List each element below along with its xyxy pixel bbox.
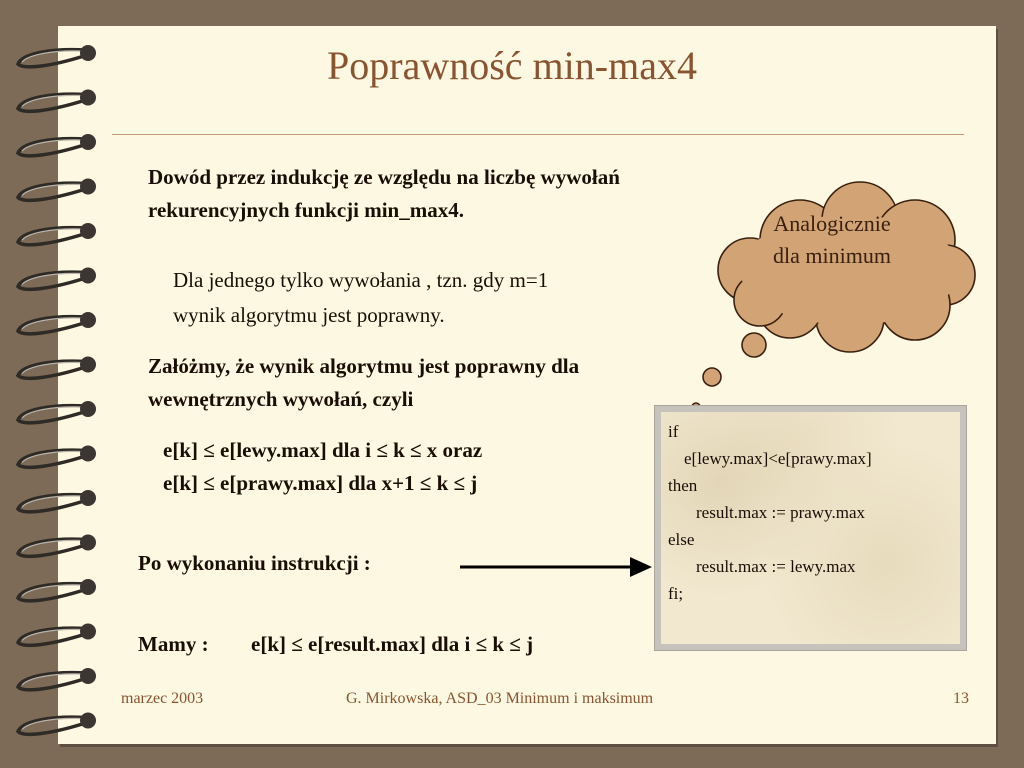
base-case-line-2: wynik algorytmu jest poprawny. bbox=[173, 303, 445, 327]
intro-text-line-1: Dowód przez indukcję ze względu na liczbę wywołań bbox=[148, 165, 620, 189]
condition-line-1: e[k] ≤ e[lewy.max] dla i ≤ k ≤ x oraz bbox=[163, 438, 483, 462]
spiral-hole bbox=[80, 713, 96, 729]
slide-title: Poprawność min-max4 bbox=[327, 43, 697, 88]
code-line: result.max := prawy.max bbox=[696, 503, 865, 522]
base-case-line-1: Dla jednego tylko wywołania , tzn. gdy m=1 bbox=[173, 268, 549, 292]
spiral-binding bbox=[0, 0, 110, 768]
assumption-line-2: wewnętrznych wywołań, czyli bbox=[148, 387, 414, 411]
code-line: if bbox=[668, 422, 679, 441]
spiral-hole bbox=[80, 134, 96, 150]
assumption-line-1: Załóżmy, że wynik algorytmu jest poprawny dla bbox=[148, 354, 580, 378]
spiral-hole bbox=[80, 668, 96, 684]
code-line: then bbox=[668, 476, 698, 495]
thought-bubble-text bbox=[752, 208, 912, 272]
spiral-hole bbox=[80, 401, 96, 417]
spiral-hole bbox=[80, 446, 96, 462]
spiral-hole bbox=[80, 312, 96, 328]
spiral-hole bbox=[80, 579, 96, 595]
spiral-hole bbox=[80, 535, 96, 551]
spiral-hole bbox=[80, 357, 96, 373]
condition-line-2: e[k] ≤ e[prawy.max] dla x+1 ≤ k ≤ j bbox=[163, 471, 478, 495]
code-line: result.max := lewy.max bbox=[696, 557, 856, 576]
conclusion-label: Mamy : bbox=[138, 632, 209, 656]
arrow-right-icon bbox=[460, 555, 655, 581]
spiral-hole bbox=[80, 223, 96, 239]
thought-bubble-line-2: dla minimum bbox=[773, 243, 891, 268]
footer-center: G. Mirkowska, ASD_03 Minimum i maksimum bbox=[346, 690, 654, 707]
code-line: else bbox=[668, 530, 695, 549]
title-divider bbox=[112, 134, 964, 135]
thought-bubble-line-1: Analogicznie bbox=[773, 211, 891, 236]
spiral-hole bbox=[80, 490, 96, 506]
code-box bbox=[655, 406, 966, 650]
spiral-hole bbox=[80, 268, 96, 284]
spiral-hole bbox=[80, 90, 96, 106]
code-line: fi; bbox=[668, 584, 684, 603]
code-line: e[lewy.max]<e[prawy.max] bbox=[684, 449, 872, 468]
spiral-hole bbox=[80, 624, 96, 640]
footer-page-number: 13 bbox=[953, 690, 969, 707]
spiral-hole bbox=[80, 179, 96, 195]
footer-date: marzec 2003 bbox=[121, 690, 204, 707]
intro-text-line-2: rekurencyjnych funkcji min_max4. bbox=[148, 198, 464, 222]
conclusion-formula: e[k] ≤ e[result.max] dla i ≤ k ≤ j bbox=[251, 632, 534, 656]
after-instruction-label: Po wykonaniu instrukcji : bbox=[138, 551, 371, 575]
